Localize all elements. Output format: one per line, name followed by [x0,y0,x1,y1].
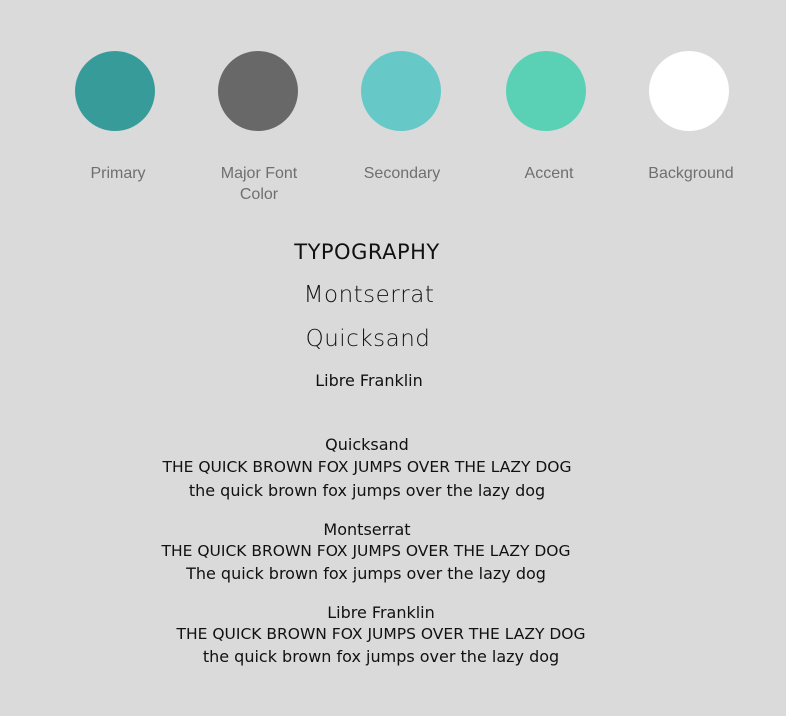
background-color-label [626,163,756,184]
sample-quicksand-uppercase: THE QUICK BROWN FOX JUMPS OVER THE LAZY DOG [162,458,572,476]
accent-color-label [484,163,614,184]
sample-libre-franklin-lowercase: the quick brown fox jumps over the lazy dog [202,647,560,666]
secondary-label-line1: Secondary [363,165,441,182]
background-color-swatch [649,51,729,131]
sample-libre-franklin-heading: Libre Franklin [327,603,435,622]
sample-quicksand-lowercase: the quick brown fox jumps over the lazy dog [188,481,546,500]
major-font-color-label [194,163,324,205]
typography-title: TYPOGRAPHY [294,240,440,264]
major-font-label-line2: Color [239,186,279,203]
sample-montserrat-uppercase: THE QUICK BROWN FOX JUMPS OVER THE LAZY DOG [161,542,571,560]
sample-montserrat-heading: Montserrat [323,520,411,539]
sample-montserrat-lowercase: The quick brown fox jumps over the lazy dog [186,564,546,583]
secondary-color-swatch [361,51,441,131]
font-name-montserrat: Montserrat [303,282,435,308]
sample-libre-franklin-uppercase: THE QUICK BROWN FOX JUMPS OVER THE LAZY DOG [176,625,586,643]
font-name-libre-franklin: Libre Franklin [315,371,423,390]
font-name-quicksand: Quicksand [305,326,431,352]
major-font-color-swatch [218,51,298,131]
accent-label-line1: Accent [524,165,574,182]
sample-quicksand-heading: Quicksand [325,435,409,454]
secondary-color-label [337,163,467,184]
primary-label-line1: Primary [90,165,146,182]
background-label-line1: Background [648,165,734,182]
accent-color-swatch [506,51,586,131]
major-font-label-line1: Major Font [220,165,298,182]
primary-color-label [53,163,183,184]
primary-color-swatch [75,51,155,131]
